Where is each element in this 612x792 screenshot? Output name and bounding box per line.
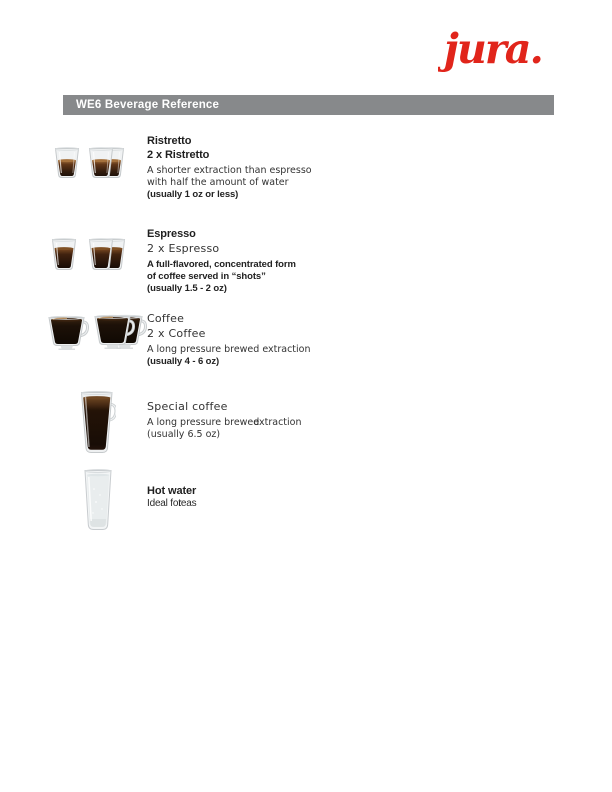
beverage-title-2x: 2 x Ristretto <box>147 149 210 161</box>
beverage-description-line: A shorter extraction than espresso <box>147 165 312 176</box>
espresso-glass-icon <box>51 238 77 271</box>
page-title: WE6 Beverage Reference <box>76 99 220 111</box>
beverage-description-line: A full-flavored, concentrated form <box>147 259 296 270</box>
beverage-serving-size: (usually 1 oz or less) <box>147 189 239 200</box>
beverage-title: Espresso <box>147 228 196 240</box>
double-coffee-cup-icon <box>90 311 148 351</box>
jura-logo <box>438 22 556 76</box>
double-ristretto-glass-icon <box>88 147 125 178</box>
beverage-title-2x: 2 x Espresso <box>147 242 220 255</box>
beverage-special-coffee <box>147 399 302 441</box>
beverage-ristretto <box>147 134 312 201</box>
beverage-serving-size: (usually 4 - 6 oz) <box>147 356 220 367</box>
beverage-coffee <box>147 311 311 368</box>
beverage-description-line: of coffee served in “shots” <box>147 271 266 282</box>
beverage-hot-water <box>147 484 196 510</box>
hot-water-glass-icon <box>82 469 114 531</box>
beverage-title: Hot water <box>147 485 197 497</box>
beverage-description-line: A long pressure brewedextraction <box>147 417 302 428</box>
beverage-title: Coffee <box>147 312 185 325</box>
section-header-bar <box>63 95 554 115</box>
beverage-serving-size: (usually 6.5 oz) <box>147 429 221 440</box>
beverage-description-line: A long pressure brewed extraction <box>147 344 311 355</box>
beverage-description-line: Ideal forteas <box>147 498 197 509</box>
special-coffee-glass-icon <box>78 391 116 458</box>
beverage-title: Special coffee <box>147 400 228 413</box>
beverage-serving-size: (usually 1.5 - 2 oz) <box>147 283 227 294</box>
beverage-espresso <box>147 227 296 295</box>
ristretto-glass-icon <box>54 147 80 178</box>
beverage-title-2x: 2 x Coffee <box>147 327 206 340</box>
beverage-title: Ristretto <box>147 135 192 147</box>
coffee-cup-icon <box>44 312 90 352</box>
double-espresso-glass-icon <box>88 238 126 271</box>
jura-logo-text: jura. <box>443 23 542 73</box>
beverage-description-line: with half the amount of water <box>147 177 289 188</box>
